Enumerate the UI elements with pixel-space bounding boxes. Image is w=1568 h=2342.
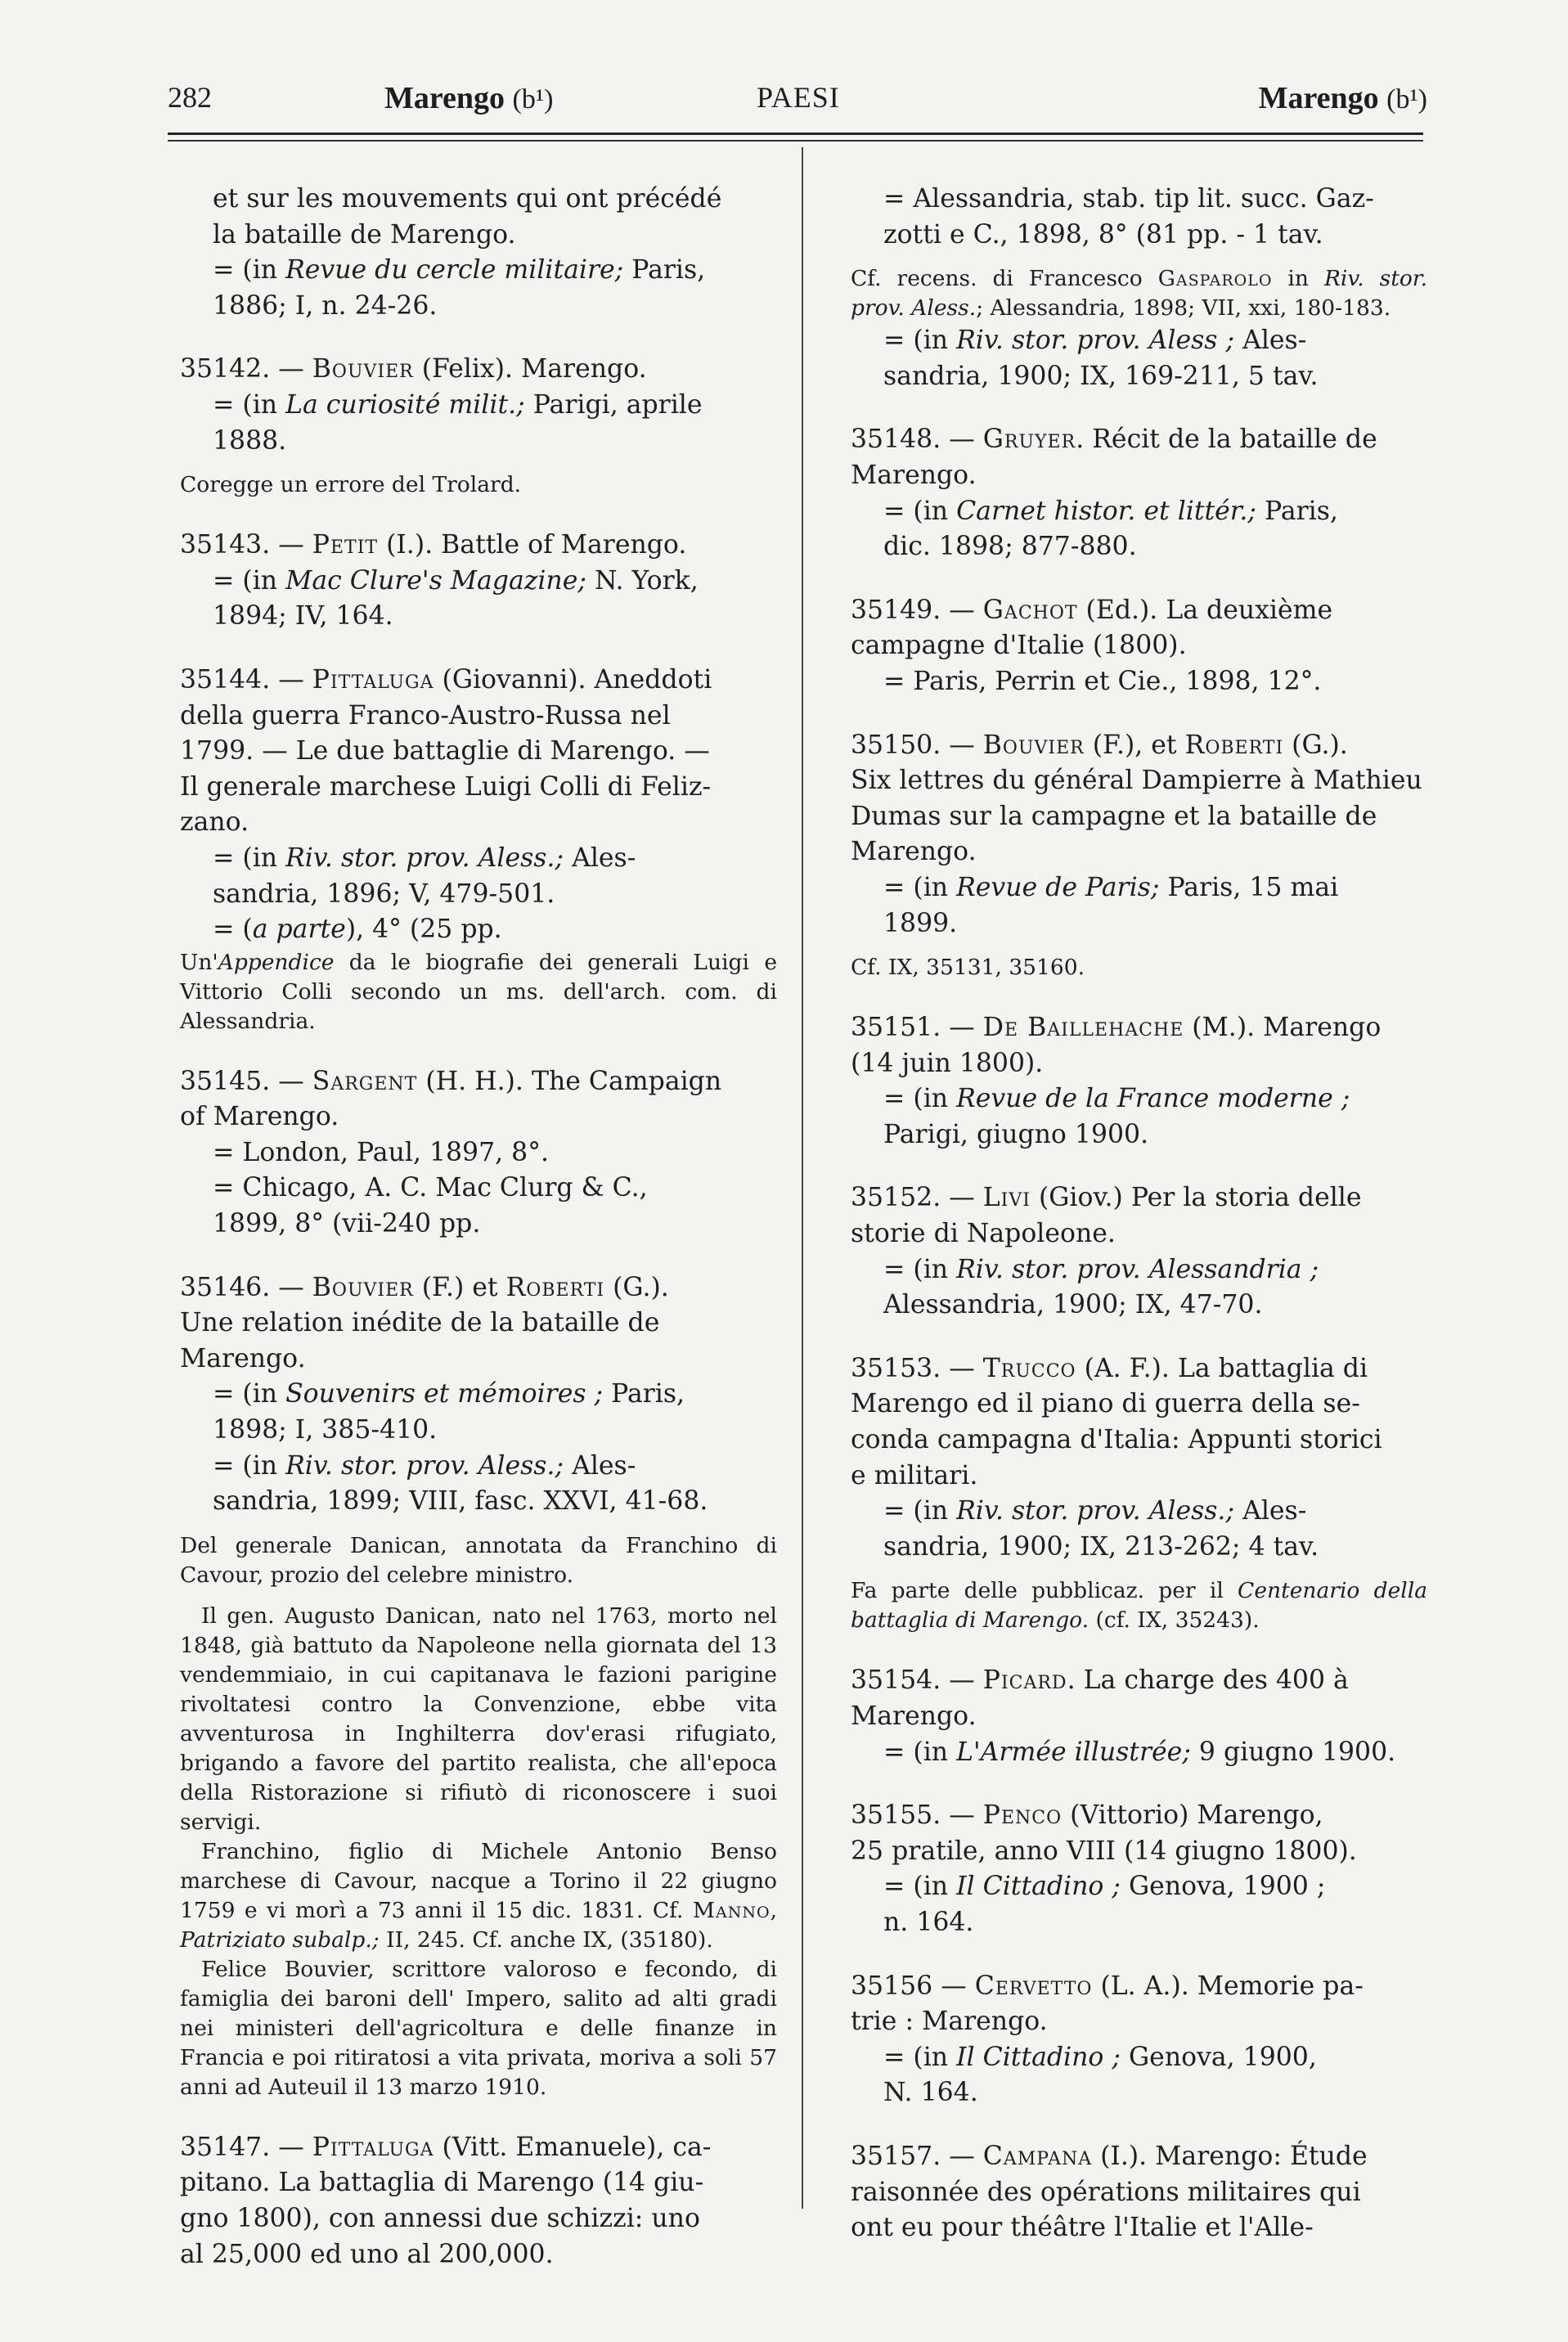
entry-number: 35144. <box>180 664 271 695</box>
entry-title: . Récit de la bataille de <box>1076 425 1377 455</box>
entry-title: (Felix). Marengo. <box>413 354 647 384</box>
spacer <box>851 1941 1427 1969</box>
spacer <box>851 982 1427 1010</box>
entry-note: Felice Bouvier, scrittore valoroso e fecondo, di famiglia dei baroni dell' Impero, salito ad alti gradi nei ministeri dell'agricoltura e delle finanze in Francia e poi ritiratosi a vita privata, moriva a soli 57 anni ad Auteuil il 13 marzo 1910. <box>180 1956 777 2100</box>
text-line: et sur les mouvements qui ont précédé <box>213 184 722 214</box>
right-running-title <box>1259 80 1427 116</box>
text-run: Fa parte delle pubblicaz. per il <box>851 1578 1238 1604</box>
text-line: sandria, 1900; IX, 169-211, 5 tav. <box>883 361 1319 391</box>
entry-source <box>180 564 777 635</box>
entry-number: 35154. <box>851 1665 941 1696</box>
text-run: = (in <box>883 1872 957 1902</box>
text-run: = (in <box>883 496 957 526</box>
entry-continuation <box>180 182 777 253</box>
entry-author: Gachot <box>982 595 1078 625</box>
text-run: Patriziato subalp.; <box>180 1926 380 1953</box>
text-run: Cf. recens. di Francesco <box>851 266 1158 292</box>
entry-number: 35145. <box>180 1066 271 1096</box>
entry-author: Sargent <box>312 1066 418 1096</box>
entry-source <box>851 1252 1427 1324</box>
entry-35157: 35157. — Campana (I.). Marengo: Étude raisonnée des opérations militaires qui ont eu pour théâtre l'Italie et l'Alle- <box>851 2141 1368 2243</box>
journal-title: Carnet histor. et littér.; <box>956 496 1257 526</box>
text-run: Centenario della battaglia di Marengo. <box>851 1578 1427 1634</box>
entry-35151: 35151. — De Baillehache (M.). Marengo (14 juin 1800). <box>851 1013 1382 1078</box>
entry-35149: 35149. — Gachot (Ed.). La deuxième campagne d'Italie (1800). <box>851 595 1333 661</box>
text-line: n. 164. <box>883 1907 974 1937</box>
spacer <box>851 1324 1427 1351</box>
entry-number: 35142. <box>180 354 271 384</box>
journal-title: Revue du cercle militaire; <box>285 255 624 285</box>
entry-number: 35147. <box>180 2132 271 2162</box>
text-run: = (in <box>213 565 286 596</box>
text-line: Il generale marchese Luigi Colli di Feliz- <box>180 771 712 802</box>
text-run: Gasparolo <box>1157 266 1273 292</box>
entry-35146: 35146. — Bouvier (F.) et Roberti (G.). Une relation inédite de la bataille de Marengo. <box>180 1272 669 1373</box>
entry-35144: 35144. — Pittaluga (Giovanni). Aneddoti della guerra Franco-Austro-Russa nel 1799. — Le due battaglie di Marengo. — Il generale marchese Luigi Colli di Feliz- zano. <box>180 664 712 838</box>
entry-title: (Ed.). La deuxième <box>1077 595 1333 625</box>
text-line: sandria, 1896; V, 479-501. <box>213 879 555 909</box>
entry-source <box>851 870 1427 942</box>
entry-author: Picard <box>982 1665 1067 1696</box>
entry-author: Livi <box>982 1183 1031 1213</box>
text-run: Parigi, aprile <box>524 389 703 420</box>
entry-title: (Giov.) Per la storia delle <box>1030 1183 1362 1213</box>
text-line: campagne d'Italie (1800). <box>851 631 1187 661</box>
spacer <box>851 565 1427 593</box>
entry-35143: 35143. — Petit (I.). Battle of Marengo. <box>180 530 687 560</box>
text-line: dic. 1898; 877-880. <box>883 532 1137 562</box>
entry-author: Penco <box>982 1800 1063 1831</box>
text-run: (G.). <box>604 1272 669 1302</box>
text-line: 1894; IV, 164. <box>213 601 393 632</box>
entry-source <box>180 388 777 459</box>
text-line: Marengo. <box>851 837 977 867</box>
entry-35154: 35154. — Picard. La charge des 400 à Marengo. <box>851 1665 1349 1731</box>
entry-number: 35150. <box>851 730 941 760</box>
page-number: 282 <box>168 81 212 114</box>
text-line: trie : Marengo. <box>851 2007 1048 2037</box>
journal-title: Riv. stor. prov. Aless.; <box>956 1496 1235 1526</box>
left-column <box>180 182 777 2272</box>
text-run: Ales- <box>1234 1496 1307 1526</box>
text-run: = (in <box>213 1450 286 1481</box>
text-line: 1799. — Le due battaglie di Marengo. — <box>180 736 710 766</box>
entry-35145: 35145. — Sargent (H. H.). The Campaign of Marengo. <box>180 1066 722 1132</box>
text-line: ont eu pour théâtre l'Italie et l'Alle- <box>851 2213 1314 2243</box>
spacer <box>180 324 777 352</box>
entry-number: 35151. <box>851 1013 941 1043</box>
text-line: della guerra Franco-Austro-Russa nel <box>180 700 671 730</box>
text-line: 1886; I, n. 24-26. <box>213 290 438 321</box>
spacer <box>180 459 777 470</box>
entry-title: (Vitt. Emanuele), ca- <box>434 2132 712 2162</box>
text-run: = (in <box>883 326 957 356</box>
entry-note: Coregge un errore del Trolard. <box>180 472 522 498</box>
text-line: 25 pratile, anno VIII (14 giugno 1800). <box>851 1836 1357 1866</box>
entry-author: Campana <box>982 2141 1093 2171</box>
text-run: = (in <box>883 2042 957 2072</box>
entry-note <box>180 1837 777 1955</box>
entry-author: De Baillehache <box>982 1013 1184 1043</box>
entry-source <box>180 253 777 324</box>
left-title-text: Marengo <box>384 81 505 115</box>
text-run: Ales- <box>564 1450 636 1481</box>
entry-note <box>851 264 1427 323</box>
text-line: 1899, 8° (vii-240 pp. <box>213 1209 481 1239</box>
entry-author: Gruyer <box>982 425 1076 455</box>
text-line: Marengo. <box>851 460 977 490</box>
spacer <box>180 500 777 528</box>
entry-note: Il gen. Augusto Danican, nato nel 1763, morto nel 1848, già battuto da Napoleone nella giornata del 13 vendemmiaio, in cui capitanava le fazioni parigine rivoltatesi contro la Convenzione, ebbe vita avventurosa in Inghilterra dov'erasi rifugiato, brigando a favore del partito realista, che all'epoca della Ristorazione si rifiutò di riconoscere i suoi servigi. <box>180 1603 777 1835</box>
entry-source <box>851 2040 1427 2111</box>
text-line: = Alessandria, stab. tip lit. succ. Gaz- <box>883 184 1374 214</box>
text-line: 1899. <box>883 908 958 938</box>
spacer <box>851 1635 1427 1663</box>
entry-title: (L. A.). Memorie pa- <box>1092 1971 1364 2001</box>
text-line: (14 juin 1800). <box>851 1048 1044 1078</box>
entry-source <box>851 1869 1427 1940</box>
entry-source <box>180 841 777 948</box>
right-title-text: Marengo <box>1258 81 1379 115</box>
text-run: = (in <box>213 389 286 420</box>
entry-author: Pittaluga <box>312 2132 434 2162</box>
text-line: conda campagna d'Italia: Appunti storici <box>851 1425 1382 1455</box>
entry-title: (Giovanni). Aneddoti <box>434 664 712 695</box>
entry-note: Cf. IX, 35131, 35160. <box>851 955 1085 981</box>
entry-35155: 35155. — Penco (Vittorio) Marengo, 25 pratile, anno VIII (14 giugno 1800). <box>851 1800 1357 1866</box>
right-title-sub: (b¹) <box>1386 84 1427 115</box>
spacer <box>851 394 1427 422</box>
journal-title: Revue de la France moderne ; <box>956 1084 1350 1114</box>
spacer <box>851 700 1427 728</box>
text-line: raisonnée des opérations militaires qui <box>851 2177 1361 2207</box>
text-run: Paris, <box>623 255 706 285</box>
text-line: Marengo ed il piano di guerra della se- <box>851 1389 1360 1419</box>
entry-note <box>180 948 777 1036</box>
text-run: da le biografie dei generali Luigi e Vittorio Colli secondo un ms. dell'arch. com. di Alessandria. <box>180 949 777 1034</box>
entry-author: Bouvier <box>312 1272 414 1302</box>
text-run: N. York, <box>586 565 699 596</box>
text-line: e militari. <box>851 1460 978 1490</box>
header-rule-bottom <box>168 140 1423 142</box>
text-run: ), 4° (25 pp. <box>345 915 502 945</box>
right-column <box>851 182 1427 2246</box>
section-title: PAESI <box>757 81 840 114</box>
text-line: al 25,000 ed uno al 200,000. <box>180 2239 554 2269</box>
text-run: Ales- <box>1234 326 1307 356</box>
entry-source <box>851 494 1427 565</box>
entry-author: Roberti <box>505 1272 605 1302</box>
entry-note: Del generale Danican, annotata da Franchino di Cavour, prozio del celebre ministro. <box>180 1532 777 1588</box>
text-run: in <box>1272 266 1324 292</box>
entry-title: Six lettres du général Dampierre à Mathieu <box>851 766 1422 796</box>
entry-number: 35152. <box>851 1183 941 1213</box>
header-rule-top <box>168 133 1423 135</box>
entry-author: Bouvier <box>312 354 414 384</box>
text-line: Marengo. <box>180 1343 306 1373</box>
entry-number: 35155. <box>851 1800 941 1831</box>
text-line: of Marengo. <box>180 1102 339 1132</box>
text-run: (cf. IX, 35243). <box>1089 1607 1260 1634</box>
entry-35156: 35156 — Cervetto (L. A.). Memorie pa- trie : Marengo. <box>851 1971 1364 2037</box>
text-run: Paris, <box>1256 496 1338 526</box>
text-line: 1888. <box>213 425 287 456</box>
entry-35152: 35152. — Livi (Giov.) Per la storia delle storie di Napoleone. <box>851 1183 1362 1249</box>
entry-source: = Paris, Perrin et Cie., 1898, 12°. <box>883 666 1322 696</box>
journal-title: Il Cittadino ; <box>956 1872 1121 1902</box>
entry-number: 35156 <box>851 1971 933 2001</box>
entry-35153: 35153. — Trucco (A. F.). La battaglia di Marengo ed il piano di guerra della se- conda campagna d'Italia: Appunti storici e militari. <box>851 1353 1382 1490</box>
entry-source <box>851 323 1427 394</box>
spacer <box>851 1153 1427 1180</box>
text-run: Genova, 1900 ; <box>1121 1872 1326 1902</box>
journal-title: Revue de Paris; <box>956 872 1160 902</box>
entry-35148: 35148. — Gruyer. Récit de la bataille de Marengo. <box>851 425 1377 490</box>
running-header <box>168 80 1427 129</box>
column-divider <box>802 147 803 2209</box>
entry-source <box>851 1494 1427 1565</box>
text-run: (F.), et <box>1084 730 1185 760</box>
left-title-sub: (b¹) <box>512 84 554 115</box>
spacer <box>180 1243 777 1270</box>
entry-author: Pittaluga <box>312 664 434 695</box>
entry-35147: 35147. — Pittaluga (Vitt. Emanuele), ca- pitano. La battaglia di Marengo (14 giu- gno 1800), con annessi due schizzi: uno al 25,000 ed uno al 200,000. <box>180 2132 712 2269</box>
text-run: = (in <box>883 1084 957 1114</box>
text-line: storie di Napoleone. <box>851 1219 1116 1249</box>
text-line: pitano. La battaglia di Marengo (14 giu- <box>180 2168 704 2198</box>
entry-source <box>851 1735 1427 1771</box>
text-line: gno 1800), con annessi due schizzi: uno <box>180 2204 700 2233</box>
text-line: sandria, 1899; VIII, fasc. XXVI, 41-68. <box>213 1486 708 1517</box>
spacer <box>180 1036 777 1064</box>
text-line: Parigi, giugno 1900. <box>883 1119 1149 1149</box>
text-run: = (in <box>883 1254 957 1284</box>
text-run: Appendice <box>218 949 335 975</box>
text-line: N. 164. <box>883 2078 978 2108</box>
text-run: (F.) et <box>413 1272 506 1302</box>
entry-author: Bouvier <box>982 730 1085 760</box>
entry-number: 35153. <box>851 1353 941 1383</box>
text-run: ; Alessandria, 1898; VII, xxi, 180-183. <box>976 295 1391 321</box>
text-run: Paris, 15 mai <box>1159 872 1339 902</box>
spacer <box>851 1565 1427 1576</box>
entry-source <box>851 1081 1427 1153</box>
text-line: 1898; I, 385-410. <box>213 1415 438 1445</box>
entry-title: (Vittorio) Marengo, <box>1062 1800 1323 1831</box>
text-run: a parte <box>252 915 346 945</box>
entry-number: 35149. <box>851 595 941 625</box>
spacer <box>851 1770 1427 1798</box>
entry-35142: 35142. — Bouvier (Felix). Marengo. <box>180 354 647 384</box>
journal-title: Riv. stor. prov. Aless.; <box>285 1450 564 1481</box>
entry-35150: 35150. — Bouvier (F.), et Roberti (G.). Six lettres du général Dampierre à Mathieu Dumas sur la campagne et la bataille de Marengo. <box>851 730 1422 867</box>
text-run: = (in <box>883 1737 957 1767</box>
journal-title: Riv. stor. prov. Aless.; <box>285 843 564 873</box>
text-run: Ales- <box>564 843 636 873</box>
entry-number: 35157. <box>851 2141 941 2171</box>
text-run: = ( <box>213 915 253 945</box>
text-run: , <box>770 1897 777 1923</box>
text-line: = London, Paul, 1897, 8°. <box>213 1137 549 1167</box>
text-line: Alessandria, 1900; IX, 47-70. <box>883 1290 1263 1320</box>
spacer <box>180 2102 777 2130</box>
text-line: zotti e C., 1898, 8° (81 pp. - 1 tav. <box>883 219 1323 249</box>
text-line: = Chicago, A. C. Mac Clurg & C., <box>213 1173 648 1203</box>
journal-title: La curiosité milit.; <box>285 389 525 420</box>
entry-title: (I.). Battle of Marengo. <box>378 530 687 560</box>
entry-author: Petit <box>312 530 379 560</box>
spacer <box>851 942 1427 953</box>
left-running-title <box>384 80 553 116</box>
text-run: Genova, 1900, <box>1121 2042 1317 2072</box>
entry-source <box>180 1135 777 1243</box>
entry-number: 35143. <box>180 530 271 560</box>
entry-number: 35148. <box>851 425 941 455</box>
entry-number: 35146. <box>180 1272 271 1302</box>
entry-title: (M.). Marengo <box>1184 1013 1382 1043</box>
journal-title: Souvenirs et mémoires ; <box>285 1379 604 1409</box>
text-run: (G.). <box>1283 730 1348 760</box>
text-run: = (in <box>213 255 286 285</box>
journal-title: Riv. stor. prov. Alessandria ; <box>956 1254 1319 1284</box>
text-run: Riv. stor. prov. Aless. <box>851 266 1427 321</box>
entry-title: Une relation inédite de la bataille de <box>180 1308 660 1338</box>
spacer <box>180 1520 777 1531</box>
entry-source <box>851 182 1427 253</box>
entry-note <box>851 1576 1427 1635</box>
spacer <box>180 635 777 663</box>
text-run: Franchino, figlio di Michele Antonio Benso marchese di Cavour, nacque a Torino il 22 giugno 1759 e vi morì a 73 anni il 15 dic. 1831. Cf. <box>180 1838 777 1923</box>
entry-author: Cervetto <box>974 1971 1093 2001</box>
entry-author: Roberti <box>1184 730 1284 760</box>
journal-title: Riv. stor. prov. Aless ; <box>956 326 1235 356</box>
spacer <box>180 1590 777 1602</box>
text-run: Un' <box>180 949 218 975</box>
entry-title: (A. F.). La battaglia di <box>1076 1353 1368 1383</box>
journal-title: Mac Clure's Magazine; <box>285 565 586 596</box>
text-run: = (in <box>213 843 286 873</box>
text-line: zano. <box>180 807 249 838</box>
entry-title: (I.). Marengo: Étude <box>1092 2141 1368 2171</box>
text-line: Marengo. <box>851 1701 977 1731</box>
text-run: = (in <box>213 1379 286 1409</box>
text-run: II, 245. Cf. anche IX, (35180). <box>379 1926 713 1953</box>
text-run: = (in <box>883 1496 957 1526</box>
journal-title: Il Cittadino ; <box>956 2042 1121 2072</box>
text-line: Dumas sur la campagne et la bataille de <box>851 801 1377 831</box>
text-run: Manno <box>692 1897 771 1923</box>
spacer <box>851 2111 1427 2139</box>
text-run: 9 giugno 1900. <box>1190 1737 1396 1767</box>
entry-title: (H. H.). The Campaign <box>417 1066 722 1096</box>
journal-title: L'Armée illustrée; <box>956 1737 1191 1767</box>
text-line: sandria, 1900; IX, 213-262; 4 tav. <box>883 1531 1319 1562</box>
text-run: = (in <box>883 872 957 902</box>
entry-title: . La charge des 400 à <box>1067 1665 1349 1696</box>
spacer <box>851 253 1427 264</box>
text-run: Paris, <box>603 1379 685 1409</box>
entry-author: Trucco <box>982 1353 1076 1383</box>
entry-source <box>180 1377 777 1519</box>
text-line: la bataille de Marengo. <box>213 219 516 249</box>
